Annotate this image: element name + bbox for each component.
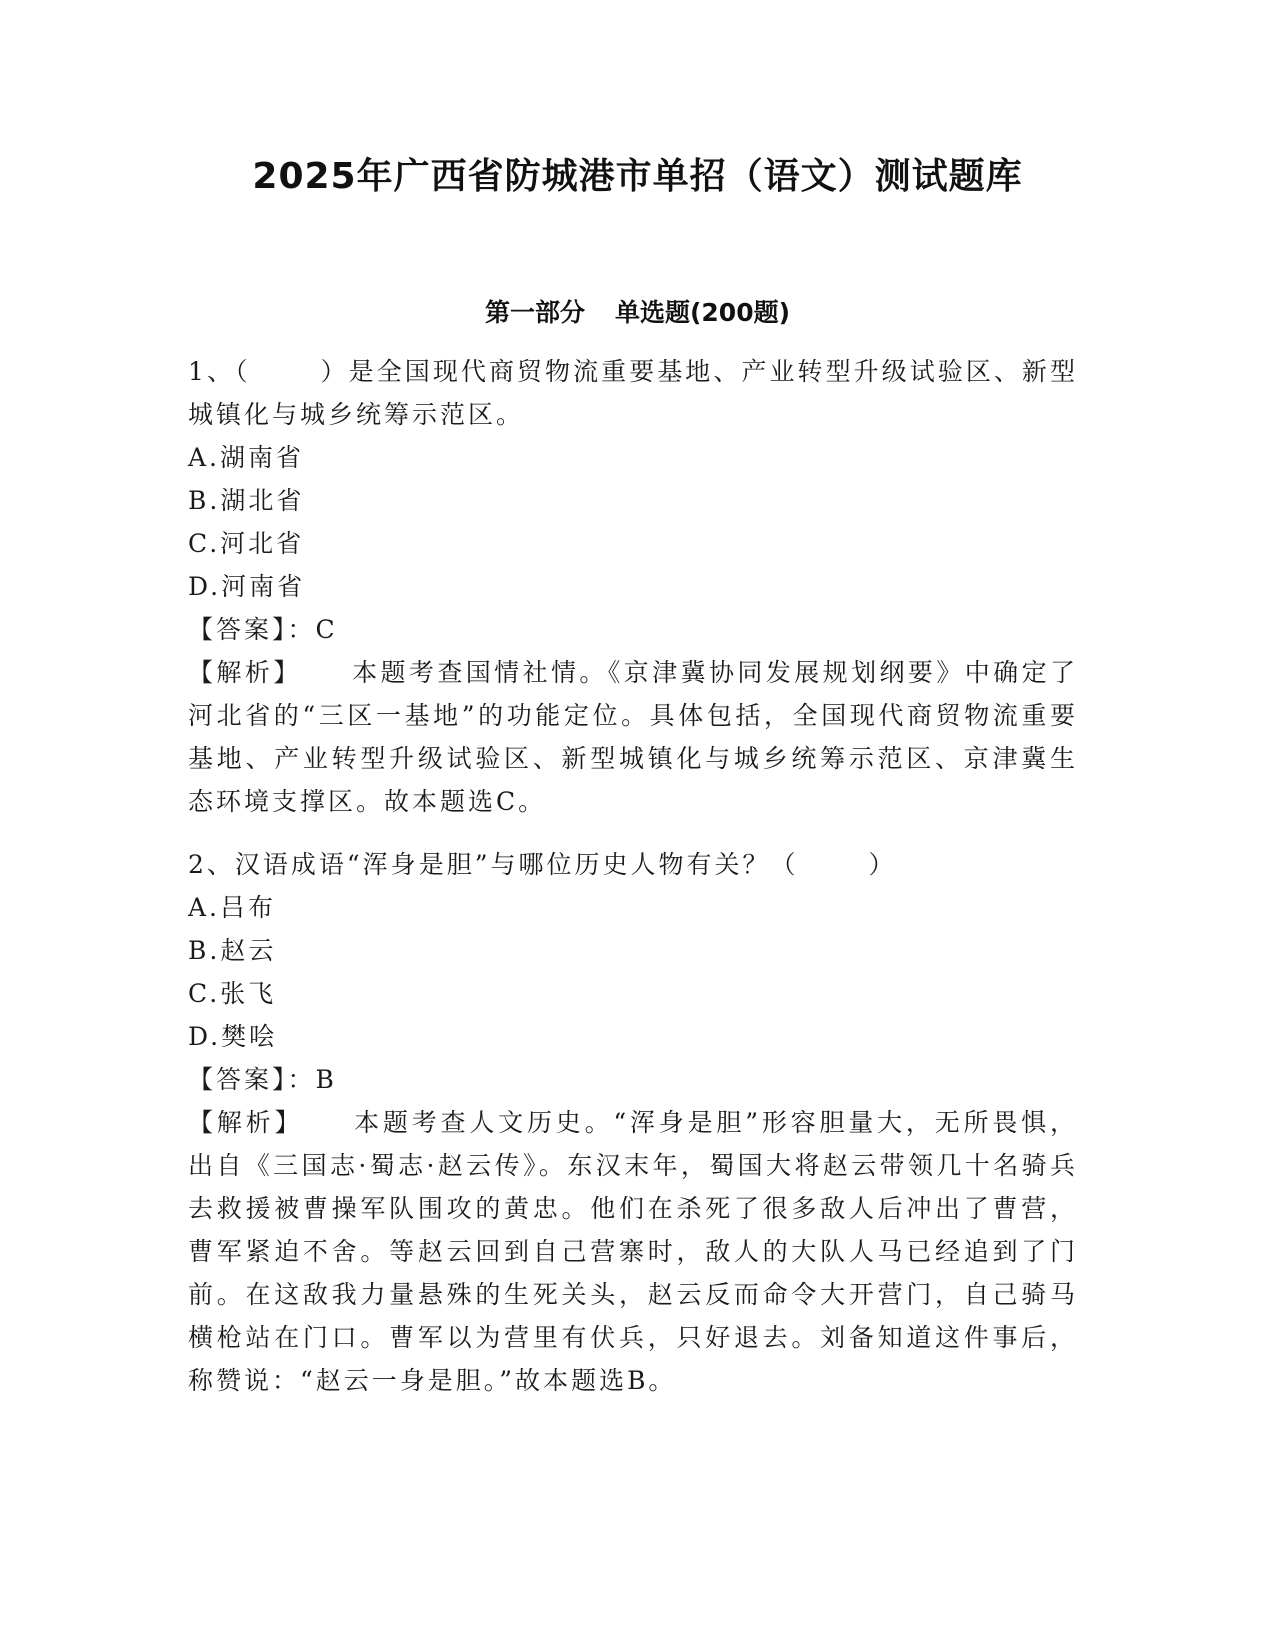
answer-value: B: [315, 1065, 337, 1094]
answer-label: 【答案】：: [188, 1065, 316, 1094]
option-c: C.张飞: [188, 979, 277, 1008]
answer-label: 【答案】：: [188, 615, 316, 644]
analysis: [188, 651, 1078, 823]
section-heading: [0, 293, 1275, 329]
section-part: 第一部分: [484, 298, 585, 327]
option-d: D.樊哙: [188, 1022, 278, 1051]
question-stem: 2、汉语成语“浑身是胆”与哪位历史人物有关？（ ）: [188, 850, 897, 879]
option-b: B.湖北省: [188, 486, 305, 515]
section-name: 单选题(200题): [614, 298, 791, 327]
analysis-text: 本题考查人文历史。“浑身是胆”形容胆量大，无所畏惧，出自《三国志·蜀志·赵云传》。东汉末年，蜀国大将赵云带领几十名骑兵去救援被曹操军队围攻的黄忠。他们在杀死了很多敌人后冲出了曹营，曹军紧迫不舍。等赵云回到自己营寨时，敌人的大队人马已经追到了门前。在这敌我力量悬殊的生死关头，赵云反而命令大开营门，自己骑马横枪站在门口。曹军以为营里有伏兵，只好退去。刘备知道这件事后，称赞说：“赵云一身是胆。”故本题选B。: [188, 1108, 1078, 1395]
option-d: D.河南省: [188, 572, 306, 601]
question-number: 1、: [188, 357, 236, 386]
answer-line: [188, 608, 1078, 651]
question-number: 2、: [188, 850, 235, 879]
answer-line: [188, 1058, 1078, 1101]
answer-value: C: [315, 615, 338, 644]
option-c: C.河北省: [188, 529, 305, 558]
analysis-text: 本题考查国情社情。《京津冀协同发展规划纲要》中确定了河北省的“三区一基地”的功能定位。具体包括，全国现代商贸物流重要基地、产业转型升级试验区、新型城镇化与城乡统筹示范区、京津冀生态环境支撑区。故本题选C。: [188, 658, 1078, 816]
document-title: 2025年广西省防城港市单招（语文）测试题库: [252, 156, 1023, 197]
question-stem: 1、（ ）是全国现代商贸物流重要基地、产业转型升级试验区、新型城镇化与城乡统筹示范区。: [188, 357, 1078, 429]
option-a: A.吕布: [188, 893, 277, 922]
analysis-label: 【解析】: [188, 1108, 304, 1137]
option-b: B.赵云: [188, 936, 277, 965]
analysis: [188, 1101, 1078, 1402]
question-2: [188, 843, 1078, 1402]
analysis-label: 【解析】: [188, 658, 302, 687]
option-a: A.湖南省: [188, 443, 305, 472]
question-1: [188, 350, 1078, 823]
